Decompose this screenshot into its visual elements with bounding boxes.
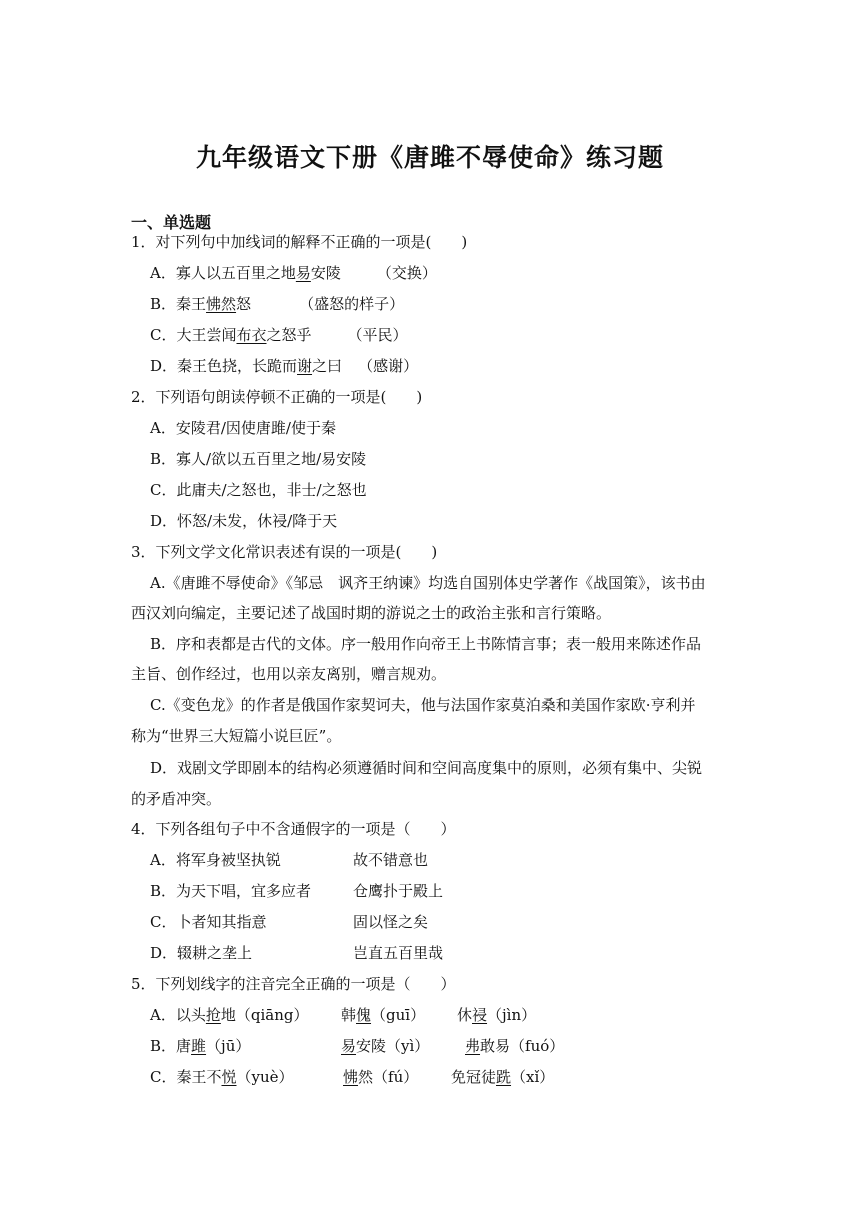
- question-2-option-c: C．此庸夫/之怒也，非士/之怒也: [150, 481, 367, 499]
- question-4-option-c: C．卜者知其指意 固以怪之矣: [150, 913, 429, 931]
- question-5-option-b: B．唐雎（jū） 易安陵（yì） 弗敢易（fuó）: [150, 1037, 565, 1055]
- underlined-char: 易: [341, 1037, 357, 1055]
- question-1-option-b: B．秦王怫然怒 （盛怒的样子）: [150, 295, 405, 313]
- question-2-option-b: B．寡人/欲以五百里之地/易安陵: [150, 450, 367, 468]
- underlined-char: 悦: [221, 1068, 237, 1086]
- question-3-option-d-line1: D．戏剧文学即剧本的结构必须遵循时间和空间高度集中的原则，必须有集中、尖锐: [150, 759, 703, 777]
- question-4-option-a: A．将军身被坚执锐 故不错意也: [150, 851, 429, 869]
- underlined-word: 布衣: [236, 326, 267, 344]
- question-3-option-a-line1: A.《唐雎不辱使命》《邹忌 讽齐王纳谏》均选自国别体史学著作《战国策》，该书由: [150, 574, 706, 592]
- question-3-option-a-line2: 西汉刘向编定，主要记述了战国时期的游说之士的政治主张和言行策略。: [131, 604, 612, 622]
- question-4-option-d: D．辍耕之垄上 岂直五百里哉: [150, 944, 444, 962]
- question-3-stem: 3．下列文学文化常识表述有误的一项是( ): [131, 543, 438, 561]
- underlined-word: 易: [295, 264, 311, 282]
- question-3-option-c-line1: C.《变色龙》的作者是俄国作家契诃夫，他与法国作家莫泊桑和美国作家欧·亨利并: [150, 696, 696, 714]
- underlined-word: 谢: [297, 357, 313, 375]
- question-2-option-a: A．安陵君/因使唐雎/使于秦: [150, 419, 336, 437]
- underlined-char: 跣: [496, 1068, 512, 1086]
- question-3-option-b-line1: B．序和表都是古代的文体。序一般用作向帝王上书陈情言事；表一般用来陈述作品: [150, 635, 702, 653]
- underlined-char: 弗: [465, 1037, 481, 1055]
- question-4-stem: 4．下列各组句子中不含通假字的一项是（ ）: [131, 820, 456, 838]
- underlined-char: 傀: [356, 1006, 372, 1024]
- page-title: 九年级语文下册《唐雎不辱使命》练习题: [195, 143, 664, 172]
- question-1-option-d: D．秦王色挠，长跪而谢之曰 （感谢）: [150, 357, 419, 375]
- question-4-option-b: B．为天下唱，宜多应者 仓鹰扑于殿上: [150, 882, 444, 900]
- underlined-char: 祲: [472, 1006, 488, 1024]
- underlined-char: 怫: [343, 1068, 359, 1086]
- question-1-option-c: C．大王尝闻布衣之怒乎 （平民）: [150, 326, 408, 344]
- question-3-option-b-line2: 主旨、创作经过，也用以亲友离别，赠言规劝。: [131, 665, 447, 683]
- question-3-option-c-line2: 称为“世界三大短篇小说巨匠”。: [131, 727, 342, 745]
- underlined-char: 抢: [205, 1006, 221, 1024]
- question-1-stem: 1．对下列句中加线词的解释不正确的一项是( ): [131, 233, 468, 251]
- underlined-word: 怫然: [206, 295, 237, 313]
- question-5-option-c: C．秦王不悦（yuè） 怫然（fú） 免冠徒跣（xǐ）: [150, 1068, 555, 1086]
- section-heading: 一、单选题: [131, 213, 212, 232]
- question-5-stem: 5．下列划线字的注音完全正确的一项是（ ）: [131, 975, 456, 993]
- question-5-option-a: A．以头抢地（qiāng） 韩傀（guī） 休祲（jìn）: [150, 1006, 537, 1024]
- question-2-stem: 2．下列语句朗读停顿不正确的一项是( ): [131, 388, 423, 406]
- question-2-option-d: D．怀怒/未发，休祲/降于天: [150, 512, 338, 530]
- question-1-option-a: A．寡人以五百里之地易安陵 （交换）: [150, 264, 437, 282]
- question-3-option-d-line2: 的矛盾冲突。: [131, 790, 222, 808]
- underlined-char: 雎: [191, 1037, 207, 1055]
